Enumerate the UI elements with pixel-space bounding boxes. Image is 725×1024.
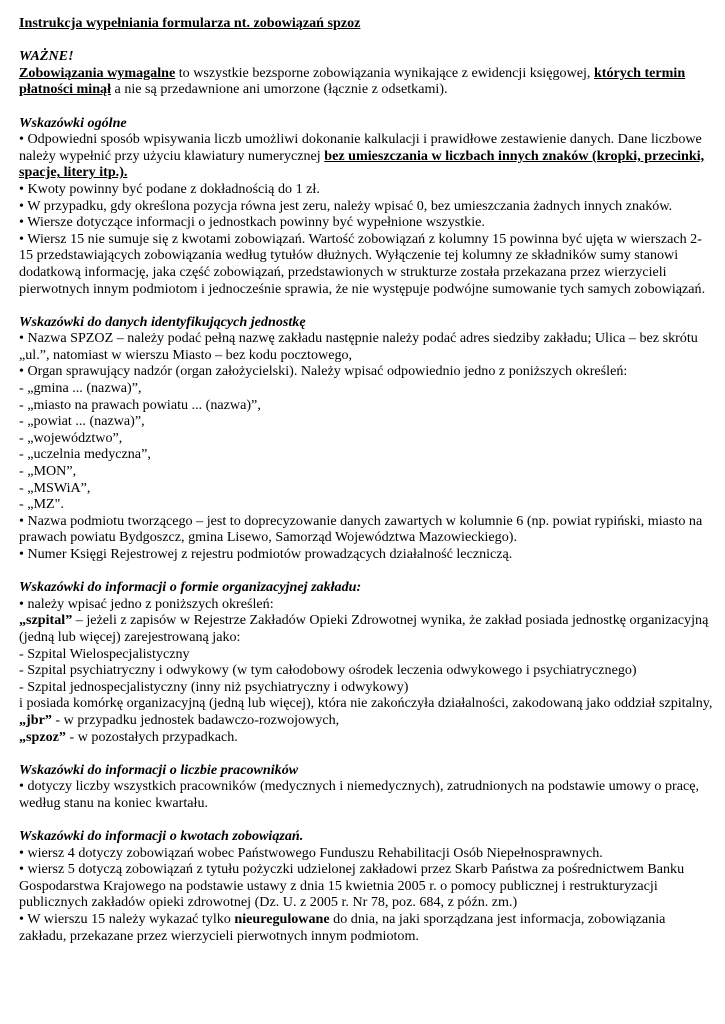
ident-bullet-4: • Numer Księgi Rejestrowej z rejestru podmiotów prowadzących działalność leczniczą. [19, 546, 513, 562]
general-bullet-3: • W przypadku, gdy określona pozycja równa jest zeru, należy wpisać 0, bez umieszczania żadnych innych znaków. [19, 197, 673, 214]
amounts-bullet-3-text-1: • W wierszu 15 należy wykazać tylko [19, 911, 235, 928]
ident-option: - „miasto na prawach powiatu ... (nazwa)”, [19, 396, 261, 413]
spacer [19, 745, 713, 762]
szpital-text: – jeżeli z zapisów w Rejestrze Zakładów Opieki Zdrowotnej wynika, że zakład posiada jednostkę organizacyjną (jedną lub więcej) zarejestrowaną jako: [19, 612, 709, 645]
spzoz-text: - w pozostałych przypadkach. [65, 728, 238, 745]
spacer [19, 297, 713, 314]
document-title: Instrukcja wypełniania formularza nt. zobowiązań spzoz [19, 15, 361, 31]
section-heading-general: Wskazówki ogólne [19, 114, 127, 131]
staff-bullet-1: • dotyczy liczby wszystkich pracowników (medycznych i niemedycznych), zatrudnionych na podstawie umowy o pracę, według stanu na koniec kwartału. [19, 778, 700, 811]
ident-option: - „powiat ... (nazwa)”, [19, 413, 145, 430]
section-heading-amounts: Wskazówki do informacji o kwotach zobowiązań. [19, 828, 304, 845]
general-bullet-5: • Wiersz 15 nie sumuje się z kwotami zobowiązań. Wartość zobowiązań z kolumny 15 powinna być ujęta w wierszach 2-15 przedstawiających zobowiązania według tytułów dłużnych. Wyłączenie tej kolumny ze składników sumy stanowi dodatkową informację, jaka część zobowiązań, przedstawionych w strukturze została przekazana przez wierzycieli pierwotnych innym podmiotom i jednocześnie sprawia, że nie występuje podwójne sumowanie tych samych zobowiązań. [19, 230, 706, 297]
ident-option: - „MSWiA”, [19, 479, 91, 496]
form-bullet-1: • należy wpisać jedno z poniższych określeń: [19, 595, 274, 612]
section-heading-staff: Wskazówki do informacji o liczbie pracowników [19, 761, 299, 778]
ident-bullet-1: • Nazwa SPZOZ – należy podać pełną nazwę zakładu następnie należy podać adres siedziby zakładu; Ulica – bez skrótu „ul.”, natomiast w wierszu Miasto – bez kodu pocztowego, [19, 330, 698, 363]
ident-option: - „gmina ... (nazwa)”, [19, 380, 142, 397]
jbr-text: - w przypadku jednostek badawczo-rozwojowych, [51, 711, 340, 728]
important-definition [19, 65, 713, 98]
general-bullet-1 [19, 131, 713, 181]
spacer [19, 98, 713, 115]
form-item: - Szpital psychiatryczny i odwykowy (w tym całodobowy ośrodek leczenia odwykowego i psychiatrycznego) [19, 662, 637, 679]
form-szpital [19, 612, 713, 645]
spacer [19, 32, 713, 49]
ident-option: - „MZ". [19, 496, 64, 513]
important-label: WAŻNE! [19, 48, 74, 65]
general-bullet-2: • Kwoty powinny być podane z dokładnością do 1 zł. [19, 180, 320, 197]
amounts-bullet-2: • wiersz 5 dotyczą zobowiązań z tytułu pożyczki udzielonej zakładowi przez Skarb Państwa za pośrednictwem Banku Gospodarstwa Krajowego na podstawie ustawy z dnia 15 kwietnia 2005 r. o pomocy publicznej i restrukturyzacji publicznych zakładów opieki zdrowotnej (Dz. U. z 2005 r. Nr 78, poz. 684, z późn. zm.) [19, 861, 685, 911]
definition-text-1: to wszystkie bezsporne zobowiązania wynikające z ewidencji księgowej, [175, 64, 594, 81]
spacer [19, 563, 713, 580]
amounts-bullet-3 [19, 911, 713, 944]
jbr-label: „jbr” [19, 711, 52, 728]
amounts-bullet-1: • wiersz 4 dotyczy zobowiązań wobec Państwowego Funduszu Rehabilitacji Osób Niepełnosprawnych. [19, 844, 603, 861]
ident-bullet-2: • Organ sprawujący nadzór (organ założycielski). Należy wpisać odpowiednio jedno z poniższych określeń: [19, 363, 628, 380]
ident-option: - „uczelnia medyczna”, [19, 446, 151, 463]
definition-emphasis: których termin płatności minął [19, 64, 686, 98]
definition-text-2: a nie są przedawnione ani umorzone (łącznie z odsetkami). [111, 81, 448, 98]
form-jbr [19, 712, 713, 729]
ident-option: - „MON”, [19, 463, 77, 480]
amounts-bullet-3-text-2: do dnia, na jaki sporządzana jest informacja, zobowiązania zakładu, przekazane przez wierzycieli pierwotnych innym podmiotom. [19, 911, 666, 944]
form-spzoz [19, 729, 713, 746]
section-heading-form: Wskazówki do informacji o formie organizacyjnej zakładu: [19, 579, 362, 596]
form-item: - Szpital Wielospecjalistyczny [19, 645, 190, 662]
general-bullet-1-text: • Odpowiedni sposób wpisywania liczb umożliwi dokonanie kalkulacji i prawidłowe zestawienie danych. Dane liczbowe należy wypełnić przy użyciu klawiatury numerycznej [19, 131, 702, 164]
general-bullet-1-emphasis: bez umieszczania w liczbach innych znaków (kropki, przecinki, spacje, litery itp.). [19, 147, 705, 181]
definition-term: Zobowiązania wymagalne [19, 64, 176, 81]
ident-option: - „województwo”, [19, 429, 123, 446]
general-bullet-4: • Wiersze dotyczące informacji o jednostkach powinny być wypełnione wszystkie. [19, 214, 485, 231]
ident-bullet-3: • Nazwa podmiotu tworzącego – jest to doprecyzowanie danych zawartych w kolumnie 6 (np. powiat rypiński, miasto na prawach powiatu Bydgoszcz, gmina Lisewo, Samorząd Województwa Mazowieckiego). [19, 512, 703, 546]
form-continuation: i posiada komórkę organizacyjną (jedną lub więcej), która nie zakończyła działalności, zakodowaną jako oddział szpitalny, [19, 695, 713, 712]
spzoz-label: „spzoz” [19, 728, 66, 745]
spacer [19, 812, 713, 829]
amounts-bullet-3-emphasis: nieuregulowane [234, 911, 330, 928]
form-item: - Szpital jednospecjalistyczny (inny niż psychiatryczny i odwykowy) [19, 678, 409, 695]
szpital-label: „szpital” [19, 612, 73, 629]
section-heading-identification: Wskazówki do danych identyfikujących jednostkę [19, 313, 306, 330]
